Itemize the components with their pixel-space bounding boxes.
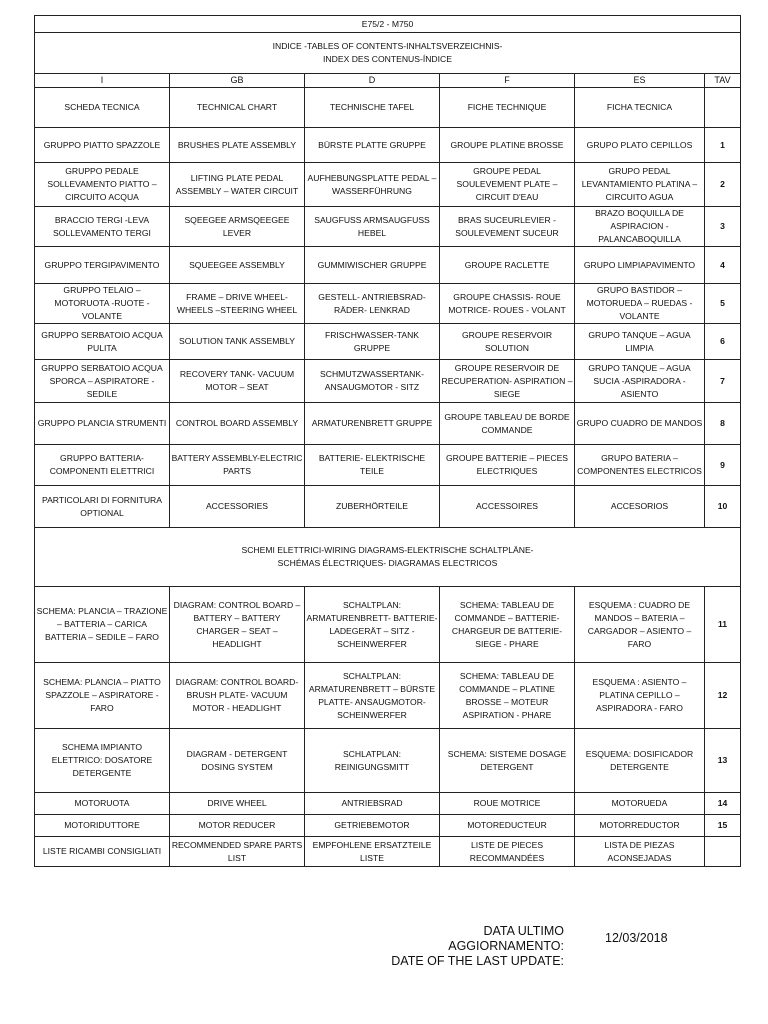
table-cell: BATTERIE- ELEKTRISCHE TEILE [305, 445, 440, 486]
wiring-section-row [35, 528, 741, 587]
table-cell: SQUEEGEE ASSEMBLY [170, 247, 305, 284]
table-cell: GRUPO BATERIA – COMPONENTES ELECTRICOS [575, 445, 705, 486]
tav-number: 7 [705, 360, 741, 403]
table-cell: SCHEDA TECNICA [35, 88, 170, 128]
tav-number: 12 [705, 663, 741, 729]
table-cell: SCHEMA: PLANCIA – TRAZIONE – BATTERIA – CARICA BATTERIA – SEDILE – FARO [35, 587, 170, 663]
table-cell: GESTELL- ANTRIEBSRAD-RÄDER- LENKRAD [305, 284, 440, 324]
table-row [35, 360, 741, 403]
tav-number: 10 [705, 486, 741, 528]
table-row [35, 837, 741, 867]
table-cell: GRUPPO BATTERIA-COMPONENTI ELETTRICI [35, 445, 170, 486]
table-cell: GRUPO PLATO CEPILLOS [575, 128, 705, 163]
table-cell: GRUPO TANQUE – AGUA LIMPIA [575, 324, 705, 360]
table-cell: ROUE MOTRICE [440, 793, 575, 815]
tav-number: 13 [705, 729, 741, 793]
table-cell: GRUPO TANQUE – AGUA SUCIA -ASPIRADORA - ASIENTO [575, 360, 705, 403]
table-cell: GROUPE RESERVOIR SOLUTION [440, 324, 575, 360]
wiring-heading-line: SCHÉMAS ÉLECTRIQUES- DIAGRAMAS ELECTRICOS [277, 558, 498, 568]
tav-number: 2 [705, 163, 741, 207]
table-row [35, 128, 741, 163]
table-cell: GRUPO LIMPIAPAVIMENTO [575, 247, 705, 284]
table-cell: RECOMMENDED SPARE PARTS LIST [170, 837, 305, 867]
table-cell: SCHEMA IMPIANTO ELETTRICO: DOSATORE DETERGENTE [35, 729, 170, 793]
table-cell: SCHEMA: TABLEAU DE COMMANDE – BATTERIE-CHARGEUR DE BATTERIE-SIEGE - PHARE [440, 587, 575, 663]
tav-number [705, 837, 741, 867]
table-row [35, 793, 741, 815]
language-header: ES [575, 74, 705, 88]
tav-number: 11 [705, 587, 741, 663]
language-header: GB [170, 74, 305, 88]
table-cell: AUFHEBUNGSPLATTE PEDAL – WASSERFÜHRUNG [305, 163, 440, 207]
table-cell: ARMATURENBRETT GRUPPE [305, 403, 440, 445]
table-cell: DIAGRAM - DETERGENT DOSING SYSTEM [170, 729, 305, 793]
wiring-heading-line: SCHEMI ELETTRICI-WIRING DIAGRAMS-ELEKTRISCHE SCHALTPLÄNE- [241, 545, 534, 555]
table-cell: GRUPPO PIATTO SPAZZOLE [35, 128, 170, 163]
table-row [35, 88, 741, 128]
tav-number: 6 [705, 324, 741, 360]
table-cell: GUMMIWISCHER GRUPPE [305, 247, 440, 284]
table-cell: GROUPE CHASSIS- ROUE MOTRICE- ROUES - VOLANT [440, 284, 575, 324]
table-cell: ESQUEMA : CUADRO DE MANDOS – BATERIA – CARGADOR – ASIENTO – FARO [575, 587, 705, 663]
table-cell: ACCESSOIRES [440, 486, 575, 528]
table-row [35, 815, 741, 837]
table-cell: SOLUTION TANK ASSEMBLY [170, 324, 305, 360]
table-cell: SAUGFUSS ARMSAUGFUSS HEBEL [305, 207, 440, 247]
table-cell: GRUPO PEDAL LEVANTAMIENTO PLATINA – CIRCUITO AGUA [575, 163, 705, 207]
table-cell: LIFTING PLATE PEDAL ASSEMBLY – WATER CIRCUIT [170, 163, 305, 207]
table-cell: BRAS SUCEURLEVIER - SOULEVEMENT SUCEUR [440, 207, 575, 247]
table-row [35, 445, 741, 486]
table-cell: BRAZO BOQUILLA DE ASPIRACION - PALANCABOQUILLA [575, 207, 705, 247]
table-row [35, 486, 741, 528]
table-cell: SCHMUTZWASSERTANK-ANSAUGMOTOR - SITZ [305, 360, 440, 403]
index-heading-line-2: INDEX DES CONTENUS-ÍNDICE [323, 54, 452, 64]
table-row [35, 163, 741, 207]
table-cell: GROUPE TABLEAU DE BORDE COMMANDE [440, 403, 575, 445]
tav-number: 1 [705, 128, 741, 163]
table-cell: GRUPPO PLANCIA STRUMENTI [35, 403, 170, 445]
table-cell: GRUPO CUADRO DE MANDOS [575, 403, 705, 445]
table-cell: GROUPE BATTERIE – PIECES ELECTRIQUES [440, 445, 575, 486]
index-heading [35, 33, 741, 74]
table-cell: MOTORREDUCTOR [575, 815, 705, 837]
table-cell: MOTORUOTA [35, 793, 170, 815]
index-table [34, 15, 741, 867]
table-cell: BRACCIO TERGI -LEVA SOLLEVAMENTO TERGI [35, 207, 170, 247]
language-header: TAV [705, 74, 741, 88]
table-cell: SQEEGEE ARMSQEEGEE LEVER [170, 207, 305, 247]
table-cell: GRUPPO TERGIPAVIMENTO [35, 247, 170, 284]
table-cell: GRUPPO TELAIO –MOTORUOTA -RUOTE - VOLANTE [35, 284, 170, 324]
table-cell: BATTERY ASSEMBLY-ELECTRIC PARTS [170, 445, 305, 486]
table-cell: FICHA TECNICA [575, 88, 705, 128]
table-row [35, 403, 741, 445]
table-cell: SCHALTPLAN: ARMATURENBRETT- BATTERIE-LADEGERÄT – SITZ - SCHEINWERFER [305, 587, 440, 663]
table-cell: GROUPE RESERVOIR DE RECUPERATION- ASPIRATION – SIEGE [440, 360, 575, 403]
table-cell: GROUPE RACLETTE [440, 247, 575, 284]
table-cell: FRAME – DRIVE WHEEL-WHEELS –STEERING WHEEL [170, 284, 305, 324]
table-cell: GRUPPO PEDALE SOLLEVAMENTO PIATTO –CIRCUITO ACQUA [35, 163, 170, 207]
table-cell: BRUSHES PLATE ASSEMBLY [170, 128, 305, 163]
last-update-labels [380, 924, 564, 969]
table-row [35, 324, 741, 360]
table-cell: GRUPPO SERBATOIO ACQUA PULITA [35, 324, 170, 360]
table-cell: SCHEMA: SISTEME DOSAGE DETERGENT [440, 729, 575, 793]
wiring-heading [35, 528, 741, 587]
table-row [35, 729, 741, 793]
table-cell: DRIVE WHEEL [170, 793, 305, 815]
table-cell: SCHEMA: PLANCIA – PIATTO SPAZZOLE – ASPIRATORE - FARO [35, 663, 170, 729]
language-header: I [35, 74, 170, 88]
table-cell: RECOVERY TANK- VACUUM MOTOR – SEAT [170, 360, 305, 403]
table-cell: GROUPE PEDAL SOULEVEMENT PLATE – CIRCUIT D'EAU [440, 163, 575, 207]
last-update-label-en: DATE OF THE LAST UPDATE: [391, 954, 564, 968]
table-cell: ACCESORIOS [575, 486, 705, 528]
last-update-label-it: DATA ULTIMO AGGIORNAMENTO: [448, 924, 564, 953]
tav-number: 9 [705, 445, 741, 486]
language-header: F [440, 74, 575, 88]
table-cell: MOTORUEDA [575, 793, 705, 815]
table-cell: SCHALTPLAN: ARMATURENBRETT – BÜRSTE PLATTE- ANSAUGMOTOR-SCHEINWERFER [305, 663, 440, 729]
table-cell: LISTA DE PIEZAS ACONSEJADAS [575, 837, 705, 867]
table-row [35, 207, 741, 247]
tav-number: 3 [705, 207, 741, 247]
table-cell: MOTOREDUCTEUR [440, 815, 575, 837]
table-cell: TECHNISCHE TAFEL [305, 88, 440, 128]
table-cell: MOTOR REDUCER [170, 815, 305, 837]
language-header-row [35, 74, 741, 88]
table-cell: PARTICOLARI DI FORNITURA OPTIONAL [35, 486, 170, 528]
table-cell: FICHE TECHNIQUE [440, 88, 575, 128]
table-cell: ZUBERHÖRTEILE [305, 486, 440, 528]
tav-number: 8 [705, 403, 741, 445]
table-cell: ANTRIEBSRAD [305, 793, 440, 815]
table-cell: SCHEMA: TABLEAU DE COMMANDE – PLATINE BROSSE – MOTEUR ASPIRATION - PHARE [440, 663, 575, 729]
table-cell: SCHLATPLAN: REINIGUNGSMITT [305, 729, 440, 793]
tav-number [705, 88, 741, 128]
tav-number: 4 [705, 247, 741, 284]
table-cell: CONTROL BOARD ASSEMBLY [170, 403, 305, 445]
table-row [35, 663, 741, 729]
table-cell: LISTE DE PIECES RECOMMANDÉES [440, 837, 575, 867]
table-cell: BÜRSTE PLATTE GRUPPE [305, 128, 440, 163]
table-cell: DIAGRAM: CONTROL BOARD – BATTERY – BATTERY CHARGER – SEAT – HEADLIGHT [170, 587, 305, 663]
table-cell: GRUPPO SERBATOIO ACQUA SPORCA – ASPIRATORE - SEDILE [35, 360, 170, 403]
table-cell: GROUPE PLATINE BROSSE [440, 128, 575, 163]
tav-number: 15 [705, 815, 741, 837]
table-cell: GRUPO BASTIDOR –MOTORUEDA – RUEDAS - VOLANTE [575, 284, 705, 324]
language-header: D [305, 74, 440, 88]
table-cell: TECHNICAL CHART [170, 88, 305, 128]
document-title: E75/2 - M750 [35, 16, 741, 33]
table-cell: DIAGRAM: CONTROL BOARD-BRUSH PLATE- VACUUM MOTOR - HEADLIGHT [170, 663, 305, 729]
table-cell: ESQUEMA: DOSIFICADOR DETERGENTE [575, 729, 705, 793]
last-update-date: 12/03/2018 [605, 931, 668, 945]
table-cell: MOTORIDUTTORE [35, 815, 170, 837]
table-cell: GETRIEBEMOTOR [305, 815, 440, 837]
table-row [35, 587, 741, 663]
index-heading-line-1: INDICE -TABLES OF CONTENTS-INHALTSVERZEICHNIS- [272, 41, 503, 51]
tav-number: 5 [705, 284, 741, 324]
table-cell: EMPFOHLENE ERSATZTEILE LISTE [305, 837, 440, 867]
table-cell: ESQUEMA : ASIENTO – PLATINA CEPILLO – ASPIRADORA - FARO [575, 663, 705, 729]
table-cell: LISTE RICAMBI CONSIGLIATI [35, 837, 170, 867]
table-cell: ACCESSORIES [170, 486, 305, 528]
tav-number: 14 [705, 793, 741, 815]
table-row [35, 284, 741, 324]
table-row [35, 247, 741, 284]
table-cell: FRISCHWASSER-TANK GRUPPE [305, 324, 440, 360]
last-update [380, 924, 740, 968]
